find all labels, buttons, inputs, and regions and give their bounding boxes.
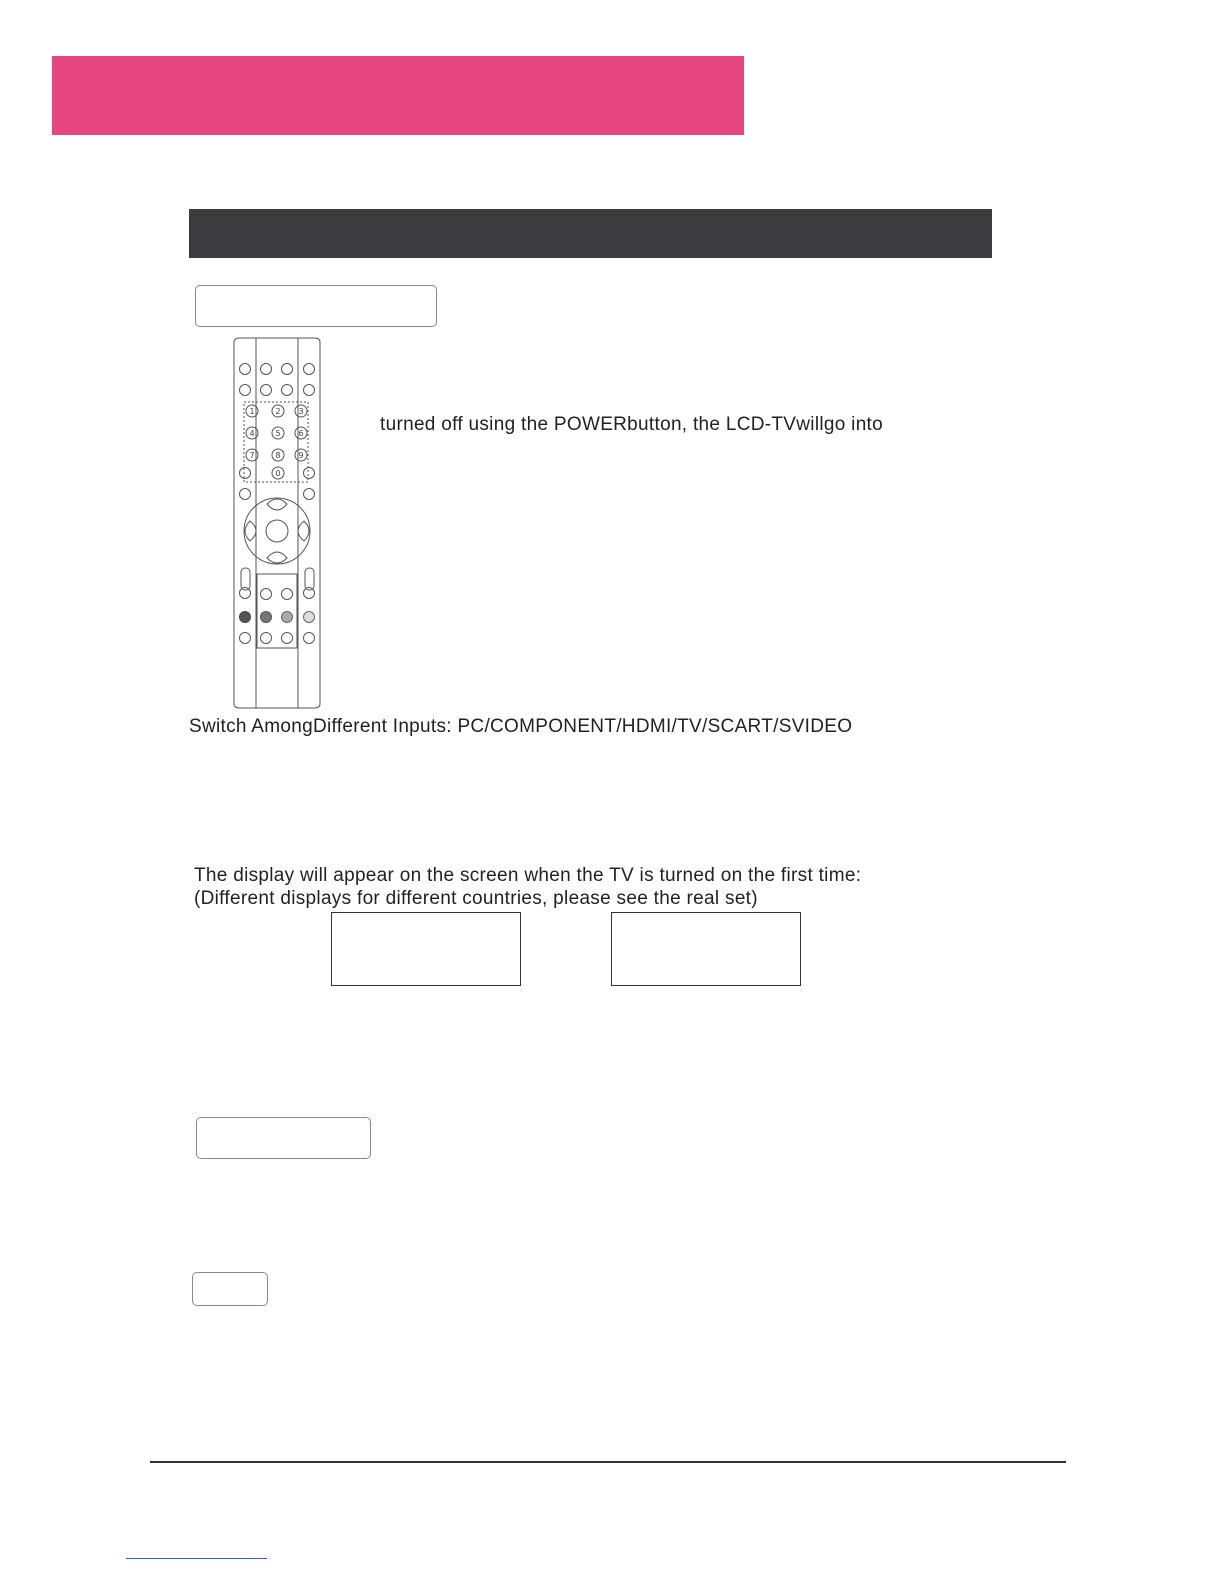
footer-link-underline: [126, 1558, 267, 1559]
display-screen-box-right: [611, 912, 801, 986]
remote-control-icon: [226, 336, 328, 712]
remote-key-4: 4: [249, 429, 255, 438]
remote-key-8: 8: [275, 451, 281, 460]
remote-key-7: 7: [249, 451, 255, 460]
remote-key-2: 2: [275, 407, 281, 416]
remote-key-9: 9: [298, 451, 304, 460]
first-time-text: The display will appear on the screen when the TV is turned on the first time:: [194, 865, 862, 886]
remote-key-5: 5: [275, 429, 281, 438]
remote-key-3: 3: [298, 407, 304, 416]
remote-key-1: 1: [249, 407, 255, 416]
remote-key-0: 0: [275, 469, 281, 478]
standby-text: turned off using the POWERbutton, the LCD-TVwillgo into: [380, 414, 884, 435]
footer-divider: [150, 1461, 1066, 1463]
remote-key-6: 6: [298, 429, 304, 438]
countries-note-text: (Different displays for different countries, please see the real set): [194, 888, 758, 909]
display-screen-box-left: [331, 912, 521, 986]
subsection-label-box: [195, 285, 437, 327]
section-title-bar: [189, 209, 992, 258]
header-banner: [52, 56, 744, 135]
subsection-label-box-2: [196, 1117, 371, 1159]
subsection-label-box-3: [192, 1272, 268, 1306]
inputs-text: Switch AmongDifferent Inputs: PC/COMPONENT/HDMI/TV/SCART/SVIDEO: [189, 716, 853, 737]
